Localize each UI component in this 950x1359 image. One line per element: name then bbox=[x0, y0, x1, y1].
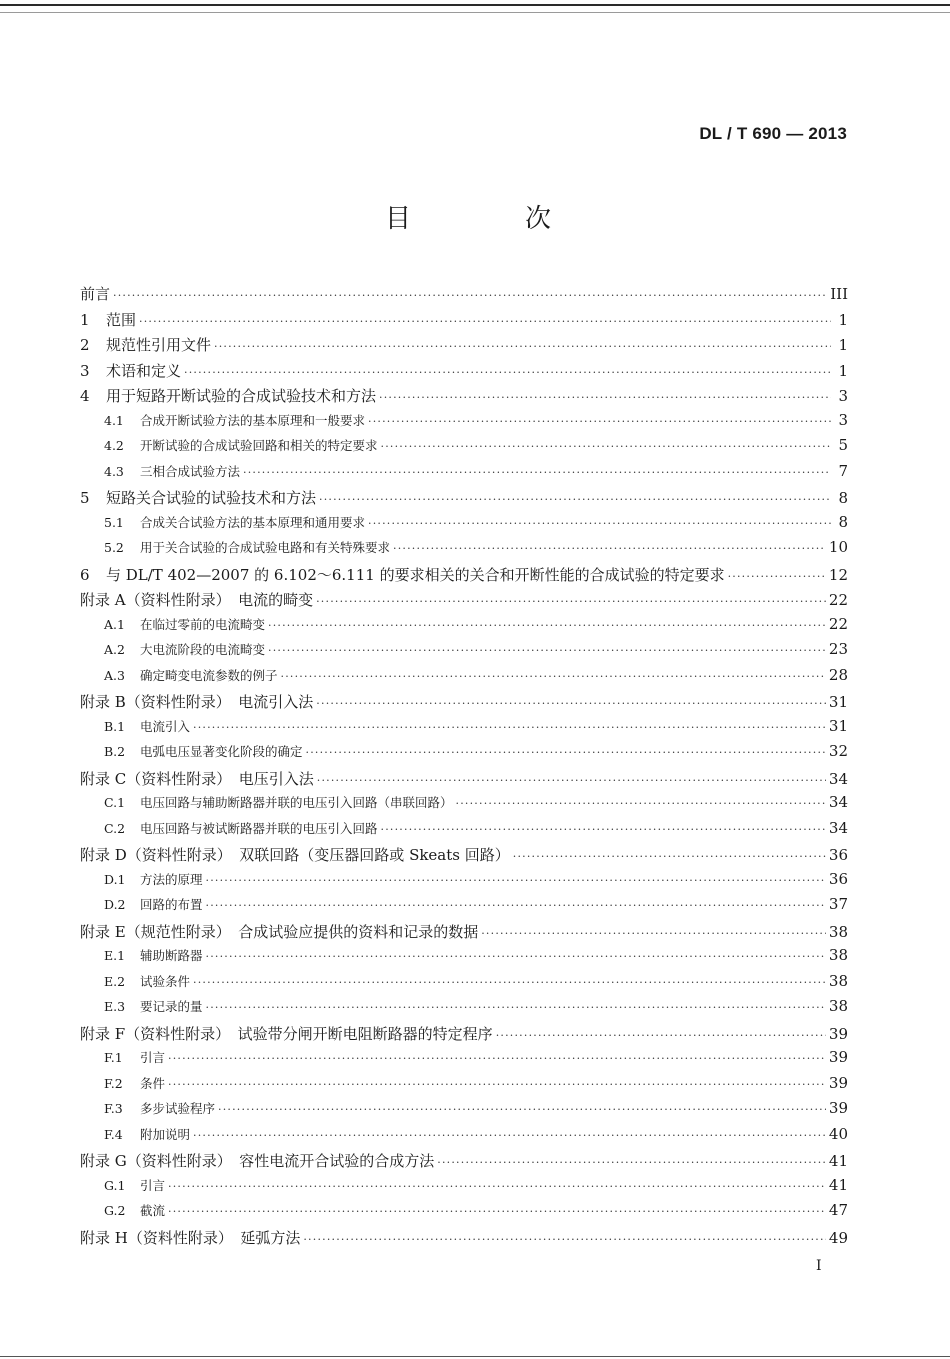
toc-entry[interactable] bbox=[80, 1201, 848, 1227]
toc-entry-number: A.3 bbox=[104, 667, 125, 683]
toc-entry-number: 6 bbox=[80, 565, 90, 584]
toc-entry-page: 28 bbox=[828, 665, 848, 684]
toc-entry-number: 4 bbox=[80, 387, 90, 405]
toc-entry-number: F.4 bbox=[104, 1126, 123, 1142]
page-number: I bbox=[816, 1258, 822, 1274]
toc-entry-page: 8 bbox=[838, 489, 848, 507]
toc-entry[interactable] bbox=[80, 895, 848, 921]
toc-entry-label: 条件 bbox=[140, 1075, 166, 1091]
toc-entry-label: 用于短路开断试验的合成试验技术和方法 bbox=[106, 387, 377, 405]
toc-entry-label: 大电流阶段的电流畸变 bbox=[140, 642, 266, 657]
toc-entry-number: 1 bbox=[80, 310, 90, 329]
toc-entry-number: G.2 bbox=[104, 1203, 126, 1218]
toc-entry[interactable] bbox=[80, 1176, 848, 1202]
toc-entry[interactable] bbox=[80, 1048, 848, 1074]
toc-dot-leader bbox=[193, 976, 826, 989]
toc-entry[interactable] bbox=[80, 513, 848, 539]
toc-dot-leader bbox=[481, 927, 826, 940]
table-of-contents bbox=[80, 283, 848, 1252]
toc-entry-number: E.2 bbox=[104, 973, 126, 989]
toc-entry-label: 要记录的量 bbox=[140, 999, 203, 1014]
toc-entry-number: D.1 bbox=[104, 871, 126, 887]
toc-entry-label: 附录 F（资料性附录） 试验带分闸开断电阻断路器的特定程序 bbox=[80, 1024, 493, 1043]
toc-dot-leader bbox=[437, 1156, 826, 1169]
toc-entry-page: 39 bbox=[828, 1073, 848, 1092]
toc-entry-number: 5.1 bbox=[104, 514, 124, 530]
toc-entry[interactable] bbox=[80, 946, 848, 972]
toc-entry-number: G.1 bbox=[104, 1177, 126, 1193]
toc-entry-page: 12 bbox=[828, 565, 848, 584]
toc-entry[interactable] bbox=[80, 589, 848, 615]
toc-entry-page: 38 bbox=[828, 922, 848, 941]
top-rule-secondary bbox=[0, 12, 950, 13]
toc-entry[interactable] bbox=[80, 462, 848, 488]
toc-entry-number: 4.1 bbox=[104, 412, 124, 428]
toc-entry[interactable] bbox=[80, 385, 848, 411]
toc-entry-label: 多步试验程序 bbox=[140, 1101, 216, 1116]
toc-dot-leader bbox=[218, 1103, 826, 1116]
toc-entry-label: 电压回路与辅助断路器并联的电压引入回路（串联回路） bbox=[140, 795, 453, 810]
toc-entry[interactable] bbox=[80, 1023, 848, 1049]
toc-entry[interactable] bbox=[80, 921, 848, 947]
toc-dot-leader bbox=[368, 517, 831, 530]
toc-entry[interactable] bbox=[80, 538, 848, 564]
toc-entry-label: 与 DL/T 402—2007 的 6.102～6.111 的要求相关的关合和开断性能的合成试验的特定要求 bbox=[106, 565, 725, 584]
toc-entry[interactable] bbox=[80, 334, 848, 360]
toc-dot-leader bbox=[306, 746, 826, 759]
standard-code: DL / T 690 — 2013 bbox=[699, 124, 847, 143]
toc-entry[interactable] bbox=[80, 844, 848, 870]
toc-entry-page: 7 bbox=[838, 461, 848, 480]
toc-entry-label: 三相合成试验方法 bbox=[140, 463, 241, 479]
toc-entry-page: 22 bbox=[828, 614, 848, 633]
toc-entry[interactable] bbox=[80, 487, 848, 513]
toc-entry-page: 39 bbox=[828, 1024, 848, 1043]
toc-entry-page: 49 bbox=[828, 1228, 848, 1247]
toc-entry[interactable] bbox=[80, 1227, 848, 1253]
toc-entry-label: 合成开断试验方法的基本原理和一般要求 bbox=[140, 412, 366, 428]
toc-entry-number: 3 bbox=[80, 361, 90, 380]
toc-dot-leader bbox=[206, 874, 826, 887]
toc-entry-number: E.1 bbox=[104, 948, 126, 963]
toc-entry[interactable] bbox=[80, 819, 848, 845]
toc-entry[interactable] bbox=[80, 691, 848, 717]
toc-dot-leader bbox=[184, 366, 831, 379]
toc-entry-label: 电流引入 bbox=[140, 718, 191, 734]
toc-entry-page: 36 bbox=[828, 846, 848, 864]
toc-entry-number: B.2 bbox=[104, 744, 126, 759]
toc-entry-label: 在临过零前的电流畸变 bbox=[140, 616, 266, 632]
toc-entry-label: 辅助断路器 bbox=[140, 948, 203, 963]
toc-entry-page: 31 bbox=[828, 716, 848, 735]
toc-entry[interactable] bbox=[80, 972, 848, 998]
toc-dot-leader bbox=[393, 542, 826, 555]
toc-entry-number: E.3 bbox=[104, 999, 126, 1014]
toc-dot-leader bbox=[243, 466, 831, 479]
toc-dot-leader bbox=[456, 797, 826, 810]
toc-entry-page: 41 bbox=[828, 1175, 848, 1194]
toc-dot-leader bbox=[206, 1001, 826, 1014]
toc-dot-leader bbox=[206, 899, 826, 912]
toc-entry-page: 5 bbox=[838, 436, 848, 454]
toc-entry[interactable] bbox=[80, 309, 848, 335]
toc-entry[interactable] bbox=[80, 1074, 848, 1100]
toc-entry-page: 1 bbox=[838, 336, 848, 354]
toc-entry-page: 39 bbox=[828, 1048, 848, 1066]
page-title: 目 次 bbox=[384, 204, 595, 234]
toc-dot-leader bbox=[193, 1129, 826, 1142]
toc-entry-number: D.2 bbox=[104, 897, 126, 912]
toc-entry[interactable] bbox=[80, 870, 848, 896]
toc-entry-number: 5 bbox=[80, 489, 90, 507]
toc-entry-page: 10 bbox=[828, 538, 848, 556]
toc-dot-leader bbox=[513, 850, 826, 863]
toc-entry-label: 附录 C（资料性附录） 电压引入法 bbox=[80, 769, 314, 788]
toc-entry-label: 附录 D（资料性附录） 双联回路（变压器回路或 Skeats 回路） bbox=[80, 846, 510, 864]
toc-entry[interactable] bbox=[80, 666, 848, 692]
toc-entry-page: 8 bbox=[838, 512, 848, 531]
toc-entry-page: 40 bbox=[828, 1124, 848, 1143]
toc-dot-leader bbox=[206, 950, 826, 963]
toc-entry-label: 附录 E（规范性附录） 合成试验应提供的资料和记录的数据 bbox=[80, 922, 479, 941]
toc-entry-number: F.1 bbox=[104, 1050, 123, 1065]
toc-entry-label: 合成关合试验方法的基本原理和通用要求 bbox=[140, 514, 366, 530]
toc-entry-page: 38 bbox=[828, 946, 848, 964]
toc-dot-leader bbox=[316, 697, 826, 710]
toc-entry-label: 附录 G（资料性附录） 容性电流开合试验的合成方法 bbox=[80, 1152, 435, 1170]
toc-entry-number: 5.2 bbox=[104, 540, 124, 555]
toc-entry-label: 规范性引用文件 bbox=[106, 336, 212, 354]
toc-entry-label: 确定畸变电流参数的例子 bbox=[140, 667, 278, 683]
toc-entry[interactable] bbox=[80, 640, 848, 666]
toc-entry-page: 41 bbox=[828, 1152, 848, 1170]
toc-entry-page: 38 bbox=[828, 971, 848, 990]
toc-entry-label: 引言 bbox=[140, 1050, 166, 1065]
toc-entry[interactable] bbox=[80, 436, 848, 462]
toc-entry-page: 37 bbox=[828, 895, 848, 913]
toc-entry[interactable] bbox=[80, 1150, 848, 1176]
toc-entry-label: 短路关合试验的试验技术和方法 bbox=[106, 489, 317, 507]
toc-entry[interactable] bbox=[80, 283, 848, 309]
toc-dot-leader bbox=[268, 644, 826, 657]
toc-entry-label: 电压回路与被试断路器并联的电压引入回路 bbox=[140, 820, 378, 836]
toc-dot-leader bbox=[139, 315, 831, 328]
toc-entry-number: A.2 bbox=[104, 642, 125, 657]
toc-entry-label: 附录 B（资料性附录） 电流引入法 bbox=[80, 693, 314, 711]
toc-entry-label: 引言 bbox=[140, 1177, 166, 1193]
toc-entry[interactable] bbox=[80, 564, 848, 590]
toc-dot-leader bbox=[113, 289, 827, 302]
toc-entry-number: A.1 bbox=[104, 616, 125, 632]
toc-entry-page: 47 bbox=[828, 1201, 848, 1219]
toc-dot-leader bbox=[319, 493, 831, 506]
toc-entry-page: 22 bbox=[828, 591, 848, 609]
toc-entry-page: 32 bbox=[828, 742, 848, 760]
toc-entry-page: 1 bbox=[838, 310, 848, 329]
toc-entry-label: 附录 H（资料性附录） 延弧方法 bbox=[80, 1228, 301, 1247]
toc-entry-page: 34 bbox=[828, 793, 848, 811]
toc-entry-label: 开断试验的合成试验回路和相关的特定要求 bbox=[140, 438, 378, 453]
toc-dot-leader bbox=[168, 1078, 826, 1091]
toc-entry[interactable] bbox=[80, 742, 848, 768]
toc-dot-leader bbox=[214, 340, 831, 353]
toc-entry[interactable] bbox=[80, 360, 848, 386]
toc-entry-number: C.1 bbox=[104, 795, 126, 810]
toc-dot-leader bbox=[303, 1233, 826, 1246]
toc-dot-leader bbox=[168, 1052, 826, 1065]
toc-dot-leader bbox=[368, 415, 831, 428]
toc-entry-label: 附录 A（资料性附录） 电流的畸变 bbox=[80, 591, 314, 609]
toc-entry-label: 前言 bbox=[80, 285, 111, 303]
toc-entry-number: 4.3 bbox=[104, 463, 124, 479]
toc-entry-number: 2 bbox=[80, 336, 90, 354]
toc-entry-number: B.1 bbox=[104, 718, 126, 734]
toc-entry-page: III bbox=[830, 285, 848, 303]
toc-entry-page: 31 bbox=[828, 693, 848, 711]
toc-entry[interactable] bbox=[80, 615, 848, 641]
toc-entry-page: 38 bbox=[828, 997, 848, 1015]
toc-entry[interactable] bbox=[80, 411, 848, 437]
toc-dot-leader bbox=[316, 595, 826, 608]
toc-entry-number: 4.2 bbox=[104, 438, 124, 453]
toc-entry-label: 试验条件 bbox=[140, 973, 191, 989]
toc-dot-leader bbox=[496, 1029, 826, 1042]
toc-dot-leader bbox=[268, 619, 826, 632]
toc-entry-label: 附加说明 bbox=[140, 1126, 191, 1142]
toc-dot-leader bbox=[168, 1180, 826, 1193]
toc-entry-label: 用于关合试验的合成试验电路和有关特殊要求 bbox=[140, 540, 391, 555]
toc-dot-leader bbox=[317, 774, 826, 787]
toc-entry-number: F.2 bbox=[104, 1075, 123, 1091]
toc-entry-number: C.2 bbox=[104, 820, 126, 836]
toc-entry[interactable] bbox=[80, 1099, 848, 1125]
toc-entry-page: 34 bbox=[828, 818, 848, 837]
toc-entry-number: F.3 bbox=[104, 1101, 123, 1116]
toc-dot-leader bbox=[193, 721, 826, 734]
toc-dot-leader bbox=[381, 823, 826, 836]
toc-entry-page: 3 bbox=[838, 410, 848, 429]
top-rule bbox=[0, 4, 950, 6]
toc-entry-page: 23 bbox=[828, 640, 848, 658]
toc-entry-page: 3 bbox=[838, 387, 848, 405]
toc-entry-page: 36 bbox=[828, 869, 848, 888]
toc-entry-label: 术语和定义 bbox=[106, 361, 182, 380]
toc-entry-label: 方法的原理 bbox=[140, 871, 203, 887]
toc-entry[interactable] bbox=[80, 997, 848, 1023]
toc-entry-page: 1 bbox=[838, 361, 848, 380]
toc-dot-leader bbox=[381, 440, 831, 453]
toc-entry[interactable] bbox=[80, 768, 848, 794]
toc-entry[interactable] bbox=[80, 717, 848, 743]
toc-dot-leader bbox=[281, 670, 826, 683]
toc-entry[interactable] bbox=[80, 793, 848, 819]
toc-entry-page: 39 bbox=[828, 1099, 848, 1117]
toc-entry-label: 范围 bbox=[106, 310, 137, 329]
toc-dot-leader bbox=[728, 570, 826, 583]
bottom-rule bbox=[0, 1356, 950, 1357]
toc-entry[interactable] bbox=[80, 1125, 848, 1151]
toc-entry-label: 电弧电压显著变化阶段的确定 bbox=[140, 744, 303, 759]
toc-entry-label: 截流 bbox=[140, 1203, 166, 1218]
toc-entry-label: 回路的布置 bbox=[140, 897, 203, 912]
toc-dot-leader bbox=[168, 1205, 826, 1218]
toc-dot-leader bbox=[379, 391, 831, 404]
toc-entry-page: 34 bbox=[828, 769, 848, 788]
